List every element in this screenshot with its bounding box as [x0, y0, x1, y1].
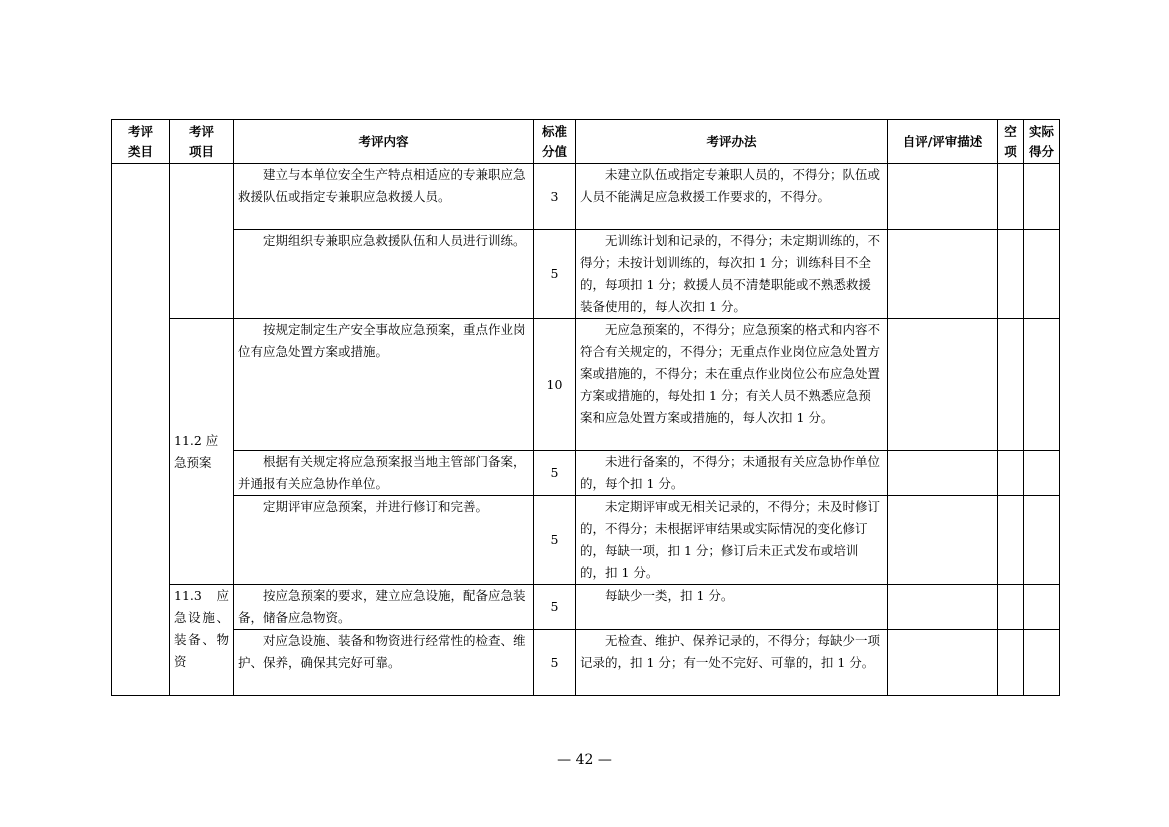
method-cell: 未定期评审或无相关记录的，不得分；未及时修订的，不得分；未根据评审结果或实际情况的变化修订的，每缺一项，扣 1 分；修订后未正式发布或培训的，扣 1 分。: [576, 496, 888, 585]
blank-cell[interactable]: [998, 585, 1024, 630]
header-category: 考评 类目: [112, 120, 170, 164]
method-cell: 无应急预案的，不得分；应急预案的格式和内容不符合有关规定的，不得分；无重点作业岗位应急处置方案或措施的，不得分；未在重点作业岗位公布应急处置方案或措施的，每处扣 1 分；有关人员不熟悉应急预案和应急处置方案或措施的，每人次扣 1 分。: [576, 319, 888, 451]
table-row: [112, 164, 1060, 230]
blank-cell[interactable]: [998, 164, 1024, 230]
blank-cell[interactable]: [998, 630, 1024, 696]
method-cell: 无检查、维护、保养记录的，不得分；每缺少一项记录的，扣 1 分；有一处不完好、可靠的，扣 1 分。: [576, 630, 888, 696]
self-eval-cell[interactable]: [888, 319, 998, 451]
item-cell-emergency-facility: 11.3 应急设施、装备、物资: [170, 585, 234, 696]
table-row: [112, 496, 1060, 585]
header-item: 考评 项目: [170, 120, 234, 164]
category-cell: [112, 164, 170, 696]
actual-score-cell[interactable]: [1024, 630, 1060, 696]
actual-score-cell[interactable]: [1024, 451, 1060, 496]
content-cell: 定期组织专兼职应急救援队伍和人员进行训练。: [234, 230, 534, 319]
table-row: [112, 319, 1060, 451]
content-cell: 按规定制定生产安全事故应急预案，重点作业岗位有应急处置方案或措施。: [234, 319, 534, 451]
header-actual: 实际 得分: [1024, 120, 1060, 164]
score-cell: 5: [534, 230, 576, 319]
self-eval-cell[interactable]: [888, 164, 998, 230]
item-cell-empty: [170, 164, 234, 319]
score-cell: 5: [534, 451, 576, 496]
actual-score-cell[interactable]: [1024, 496, 1060, 585]
table-row: [112, 230, 1060, 319]
self-eval-cell[interactable]: [888, 230, 998, 319]
content-cell: 根据有关规定将应急预案报当地主管部门备案，并通报有关应急协作单位。: [234, 451, 534, 496]
table-row: [112, 451, 1060, 496]
blank-cell[interactable]: [998, 230, 1024, 319]
self-eval-cell[interactable]: [888, 585, 998, 630]
score-cell: 10: [534, 319, 576, 451]
actual-score-cell[interactable]: [1024, 585, 1060, 630]
table-row: [112, 585, 1060, 630]
content-cell: 按应急预案的要求，建立应急设施，配备应急装备，储备应急物资。: [234, 585, 534, 630]
content-cell: 定期评审应急预案，并进行修订和完善。: [234, 496, 534, 585]
page-number: — 42 —: [557, 752, 612, 768]
header-score: 标准 分值: [534, 120, 576, 164]
header-self-eval: 自评/评审描述: [888, 120, 998, 164]
self-eval-cell[interactable]: [888, 630, 998, 696]
method-cell: 无训练计划和记录的，不得分；未定期训练的，不得分；未按计划训练的，每次扣 1 分；训练科目不全的，每项扣 1 分；救援人员不清楚职能或不熟悉救援装备使用的，每人次扣 1 分。: [576, 230, 888, 319]
content-cell: 对应急设施、装备和物资进行经常性的检查、维护、保养，确保其完好可靠。: [234, 630, 534, 696]
self-eval-cell[interactable]: [888, 451, 998, 496]
actual-score-cell[interactable]: [1024, 230, 1060, 319]
header-blank: 空 项: [998, 120, 1024, 164]
score-cell: 5: [534, 496, 576, 585]
item-cell-emergency-plan: 11.2 应急预案: [170, 319, 234, 585]
evaluation-table: [111, 119, 1060, 696]
blank-cell[interactable]: [998, 319, 1024, 451]
actual-score-cell[interactable]: [1024, 319, 1060, 451]
score-cell: 5: [534, 585, 576, 630]
header-content: 考评内容: [234, 120, 534, 164]
score-cell: 3: [534, 164, 576, 230]
self-eval-cell[interactable]: [888, 496, 998, 585]
table-row: [112, 630, 1060, 696]
content-cell: 建立与本单位安全生产特点相适应的专兼职应急救援队伍或指定专兼职应急救援人员。: [234, 164, 534, 230]
method-cell: 未进行备案的，不得分；未通报有关应急协作单位的，每个扣 1 分。: [576, 451, 888, 496]
actual-score-cell[interactable]: [1024, 164, 1060, 230]
table-header-row: [112, 120, 1060, 164]
header-method: 考评办法: [576, 120, 888, 164]
method-cell: 未建立队伍或指定专兼职人员的，不得分；队伍或人员不能满足应急救援工作要求的，不得分。: [576, 164, 888, 230]
method-cell: 每缺少一类，扣 1 分。: [576, 585, 888, 630]
score-cell: 5: [534, 630, 576, 696]
blank-cell[interactable]: [998, 451, 1024, 496]
blank-cell[interactable]: [998, 496, 1024, 585]
